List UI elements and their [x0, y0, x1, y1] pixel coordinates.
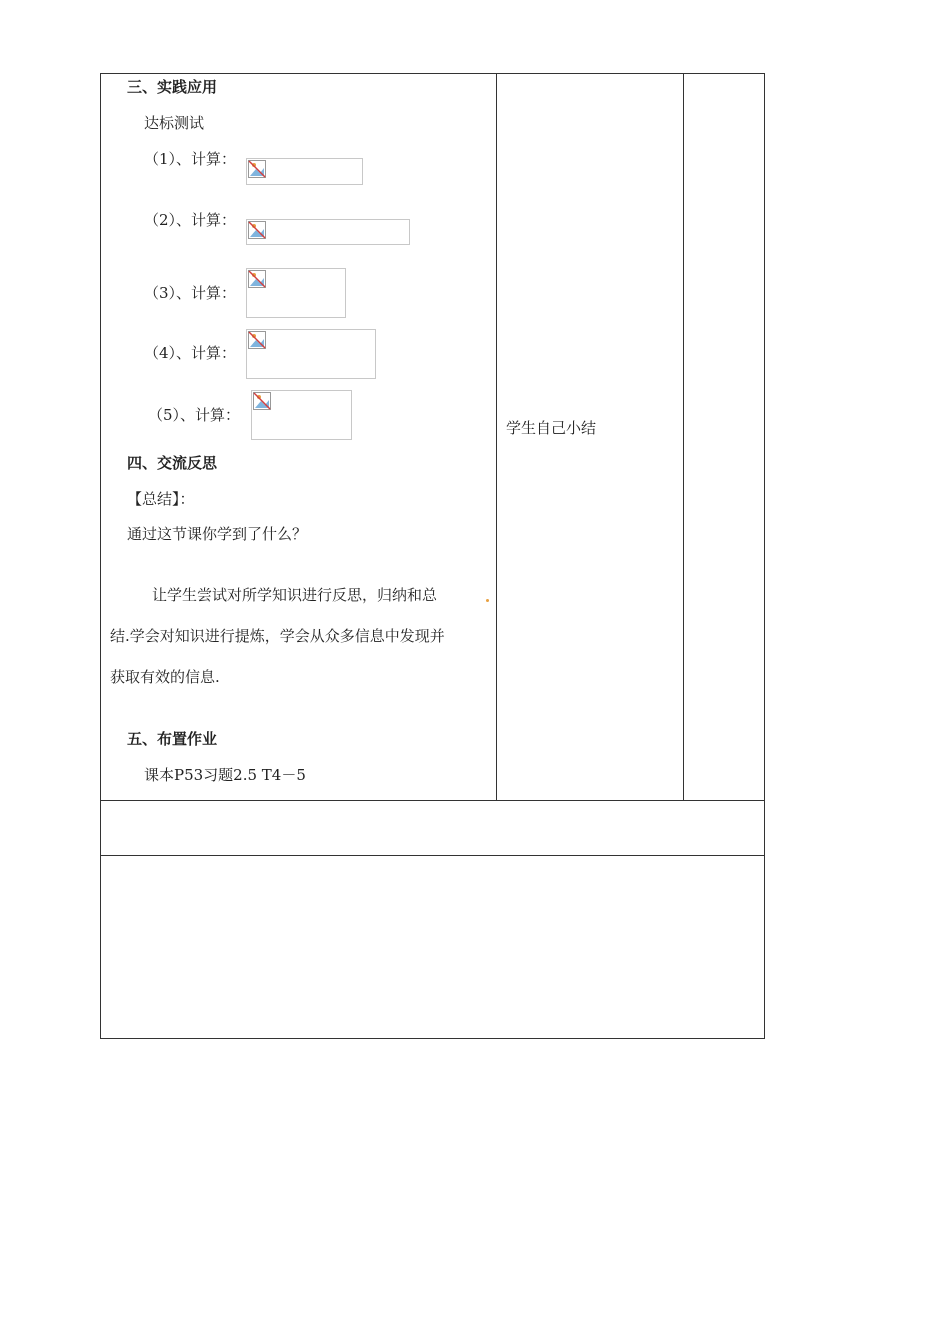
table-border-left — [100, 73, 101, 1039]
calc-item-2-label: （2）、计算： — [144, 211, 237, 229]
broken-image-icon — [248, 270, 266, 288]
table-divider-row1 — [100, 800, 765, 801]
section4-title: 四、交流反思 — [127, 454, 218, 472]
calc-item-5-label: （5）、计算： — [148, 406, 241, 424]
section5-title: 五、布置作业 — [127, 730, 218, 748]
section3-subtitle: 达标测试 — [144, 114, 205, 132]
reflection-line-1-mark — [486, 599, 489, 602]
calc-item-4-label: （4）、计算： — [144, 344, 237, 362]
homework-text: 课本P53习题2.5 T4－5 — [144, 766, 306, 784]
broken-image-icon — [248, 331, 266, 349]
middle-column-text: 学生自己小结 — [506, 419, 597, 437]
reflection-question: 通过这节课你学到了什么？ — [127, 525, 308, 543]
reflection-line-2: 结.学会对知识进行提炼，学会从众多信息中发现并 — [110, 627, 445, 645]
calc-item-4-image — [246, 329, 376, 379]
broken-image-icon — [248, 160, 266, 178]
calc-item-1-label: （1）、计算： — [144, 150, 237, 168]
summary-label: 【总结】： — [127, 490, 195, 508]
section3-title: 三、实践应用 — [127, 78, 218, 96]
broken-image-icon — [253, 392, 271, 410]
calc-item-2-image — [246, 219, 410, 245]
table-border-right — [764, 73, 765, 1039]
reflection-line-1: 让学生尝试对所学知识进行反思，归纳和总 — [152, 586, 438, 604]
calc-item-3-image — [246, 268, 346, 318]
broken-image-icon — [248, 221, 266, 239]
table-divider-col2 — [683, 73, 684, 801]
calc-item-1-image — [246, 158, 363, 185]
table-divider-row2 — [100, 855, 765, 856]
calc-item-3-label: （3）、计算： — [144, 284, 237, 302]
calc-item-5-image — [251, 390, 352, 440]
table-border-bottom — [100, 1038, 765, 1039]
table-divider-col1 — [496, 73, 497, 801]
reflection-line-3: 获取有效的信息. — [110, 668, 220, 686]
table-border-top — [100, 73, 765, 74]
